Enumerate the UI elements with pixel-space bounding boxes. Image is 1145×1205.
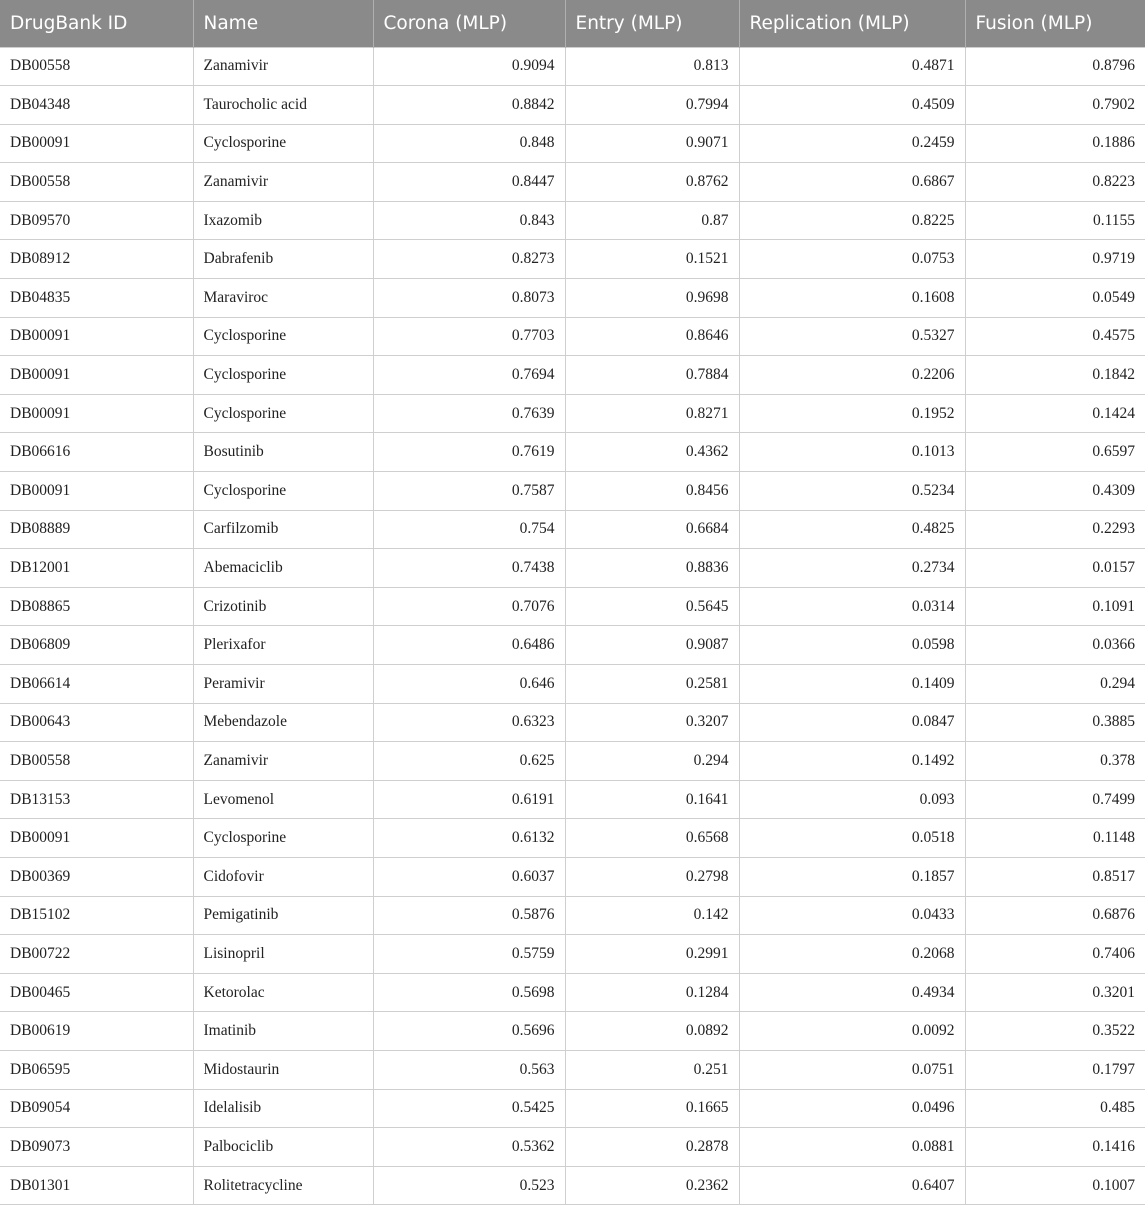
drugbank-id-cell: DB00091 <box>0 472 193 511</box>
replication-mlp-cell: 0.1952 <box>739 394 965 433</box>
corona-mlp-cell: 0.8842 <box>373 86 565 125</box>
replication-mlp-cell: 0.0751 <box>739 1050 965 1089</box>
fusion-mlp-cell: 0.0157 <box>965 549 1145 588</box>
drugbank-id-cell: DB00558 <box>0 742 193 781</box>
drugbank-id-cell: DB04835 <box>0 279 193 318</box>
replication-mlp-cell: 0.0598 <box>739 626 965 665</box>
table-row <box>0 780 1145 819</box>
drugbank-id-cell: DB00619 <box>0 1012 193 1051</box>
corona-mlp-cell: 0.848 <box>373 124 565 163</box>
replication-mlp-cell: 0.093 <box>739 780 965 819</box>
table-row <box>0 201 1145 240</box>
corona-mlp-cell: 0.754 <box>373 510 565 549</box>
corona-mlp-cell: 0.7438 <box>373 549 565 588</box>
drugbank-id-cell: DB00091 <box>0 124 193 163</box>
table-row <box>0 896 1145 935</box>
replication-mlp-cell: 0.2068 <box>739 935 965 974</box>
entry-mlp-cell: 0.2581 <box>565 665 739 704</box>
corona-mlp-cell: 0.5696 <box>373 1012 565 1051</box>
table-row <box>0 626 1145 665</box>
entry-mlp-cell: 0.8836 <box>565 549 739 588</box>
table-row <box>0 973 1145 1012</box>
replication-mlp-cell: 0.6867 <box>739 163 965 202</box>
replication-mlp-cell: 0.4509 <box>739 86 965 125</box>
drug-name-cell: Cyclosporine <box>193 317 373 356</box>
table-header-row <box>0 0 1145 47</box>
table-row <box>0 356 1145 395</box>
corona-mlp-cell: 0.6323 <box>373 703 565 742</box>
replication-mlp-cell: 0.0496 <box>739 1089 965 1128</box>
drug-name-cell: Peramivir <box>193 665 373 704</box>
corona-mlp-cell: 0.646 <box>373 665 565 704</box>
drugbank-id-cell: DB00091 <box>0 394 193 433</box>
fusion-mlp-cell: 0.7499 <box>965 780 1145 819</box>
drug-name-cell: Cyclosporine <box>193 124 373 163</box>
fusion-mlp-cell: 0.3885 <box>965 703 1145 742</box>
drugbank-id-cell: DB09073 <box>0 1128 193 1167</box>
drug-name-cell: Plerixafor <box>193 626 373 665</box>
drug-name-cell: Zanamivir <box>193 47 373 86</box>
table-row <box>0 394 1145 433</box>
drug-name-cell: Mebendazole <box>193 703 373 742</box>
replication-mlp-cell: 0.1492 <box>739 742 965 781</box>
entry-mlp-cell: 0.813 <box>565 47 739 86</box>
entry-mlp-cell: 0.8646 <box>565 317 739 356</box>
drugbank-id-cell: DB00558 <box>0 47 193 86</box>
replication-mlp-cell: 0.5327 <box>739 317 965 356</box>
corona-mlp-cell: 0.9094 <box>373 47 565 86</box>
corona-mlp-cell: 0.8273 <box>373 240 565 279</box>
replication-mlp-cell: 0.0314 <box>739 587 965 626</box>
column-header-entry-mlp: Entry (MLP) <box>565 0 739 47</box>
corona-mlp-cell: 0.563 <box>373 1050 565 1089</box>
corona-mlp-cell: 0.5876 <box>373 896 565 935</box>
fusion-mlp-cell: 0.485 <box>965 1089 1145 1128</box>
fusion-mlp-cell: 0.8517 <box>965 857 1145 896</box>
drugbank-id-cell: DB06616 <box>0 433 193 472</box>
fusion-mlp-cell: 0.3201 <box>965 973 1145 1012</box>
drug-name-cell: Palbociclib <box>193 1128 373 1167</box>
drug-name-cell: Rolitetracycline <box>193 1166 373 1205</box>
entry-mlp-cell: 0.8762 <box>565 163 739 202</box>
table-row <box>0 1128 1145 1167</box>
entry-mlp-cell: 0.2991 <box>565 935 739 974</box>
table-row <box>0 935 1145 974</box>
drugbank-id-cell: DB00091 <box>0 317 193 356</box>
entry-mlp-cell: 0.2878 <box>565 1128 739 1167</box>
drugbank-id-cell: DB08912 <box>0 240 193 279</box>
fusion-mlp-cell: 0.1842 <box>965 356 1145 395</box>
table-row <box>0 1012 1145 1051</box>
entry-mlp-cell: 0.1641 <box>565 780 739 819</box>
table-row <box>0 549 1145 588</box>
fusion-mlp-cell: 0.2293 <box>965 510 1145 549</box>
corona-mlp-cell: 0.6037 <box>373 857 565 896</box>
drug-name-cell: Lisinopril <box>193 935 373 974</box>
replication-mlp-cell: 0.0433 <box>739 896 965 935</box>
fusion-mlp-cell: 0.7406 <box>965 935 1145 974</box>
table-row <box>0 124 1145 163</box>
corona-mlp-cell: 0.7639 <box>373 394 565 433</box>
table-row <box>0 742 1145 781</box>
table-row <box>0 86 1145 125</box>
fusion-mlp-cell: 0.8796 <box>965 47 1145 86</box>
drugbank-id-cell: DB04348 <box>0 86 193 125</box>
replication-mlp-cell: 0.4825 <box>739 510 965 549</box>
entry-mlp-cell: 0.2798 <box>565 857 739 896</box>
replication-mlp-cell: 0.4871 <box>739 47 965 86</box>
drug-name-cell: Taurocholic acid <box>193 86 373 125</box>
table-row <box>0 1050 1145 1089</box>
replication-mlp-cell: 0.4934 <box>739 973 965 1012</box>
column-header-drugbank-id: DrugBank ID <box>10 12 128 34</box>
fusion-mlp-cell: 0.4575 <box>965 317 1145 356</box>
column-header-fusion-mlp: Fusion (MLP) <box>965 0 1145 47</box>
table-row <box>0 703 1145 742</box>
drugbank-id-cell: DB01301 <box>0 1166 193 1205</box>
fusion-mlp-cell: 0.6876 <box>965 896 1145 935</box>
column-header-replication-mlp: Replication (MLP) <box>739 0 965 47</box>
drugbank-id-cell: DB00091 <box>0 819 193 858</box>
table-row <box>0 472 1145 511</box>
corona-mlp-cell: 0.7703 <box>373 317 565 356</box>
drugbank-id-cell: DB06809 <box>0 626 193 665</box>
table-row <box>0 240 1145 279</box>
corona-mlp-cell: 0.7587 <box>373 472 565 511</box>
drug-name-cell: Cyclosporine <box>193 394 373 433</box>
replication-mlp-cell: 0.8225 <box>739 201 965 240</box>
drugbank-id-cell: DB00558 <box>0 163 193 202</box>
replication-mlp-cell: 0.1857 <box>739 857 965 896</box>
entry-mlp-cell: 0.87 <box>565 201 739 240</box>
drug-name-cell: Ixazomib <box>193 201 373 240</box>
corona-mlp-cell: 0.6191 <box>373 780 565 819</box>
fusion-mlp-cell: 0.8223 <box>965 163 1145 202</box>
replication-mlp-cell: 0.0092 <box>739 1012 965 1051</box>
table-row <box>0 1166 1145 1205</box>
entry-mlp-cell: 0.3207 <box>565 703 739 742</box>
corona-mlp-cell: 0.843 <box>373 201 565 240</box>
fusion-mlp-cell: 0.378 <box>965 742 1145 781</box>
drug-name-cell: Levomenol <box>193 780 373 819</box>
entry-mlp-cell: 0.1284 <box>565 973 739 1012</box>
drug-name-cell: Cidofovir <box>193 857 373 896</box>
drugbank-id-cell: DB12001 <box>0 549 193 588</box>
entry-mlp-cell: 0.7884 <box>565 356 739 395</box>
replication-mlp-cell: 0.0847 <box>739 703 965 742</box>
entry-mlp-cell: 0.142 <box>565 896 739 935</box>
fusion-mlp-cell: 0.1424 <box>965 394 1145 433</box>
corona-mlp-cell: 0.5362 <box>373 1128 565 1167</box>
drugbank-id-cell: DB00722 <box>0 935 193 974</box>
fusion-mlp-cell: 0.1007 <box>965 1166 1145 1205</box>
table-body <box>0 47 1145 1205</box>
table-row <box>0 665 1145 704</box>
drug-name-cell: Ketorolac <box>193 973 373 1012</box>
fusion-mlp-cell: 0.1148 <box>965 819 1145 858</box>
table-row <box>0 279 1145 318</box>
corona-mlp-cell: 0.5698 <box>373 973 565 1012</box>
corona-mlp-cell: 0.6132 <box>373 819 565 858</box>
corona-mlp-cell: 0.6486 <box>373 626 565 665</box>
table-row <box>0 819 1145 858</box>
drugbank-id-cell: DB09570 <box>0 201 193 240</box>
fusion-mlp-cell: 0.0366 <box>965 626 1145 665</box>
drug-name-cell: Cyclosporine <box>193 472 373 511</box>
replication-mlp-cell: 0.0518 <box>739 819 965 858</box>
entry-mlp-cell: 0.8271 <box>565 394 739 433</box>
entry-mlp-cell: 0.5645 <box>565 587 739 626</box>
corona-mlp-cell: 0.7076 <box>373 587 565 626</box>
drug-name-cell: Abemaciclib <box>193 549 373 588</box>
entry-mlp-cell: 0.6568 <box>565 819 739 858</box>
entry-mlp-cell: 0.9087 <box>565 626 739 665</box>
entry-mlp-cell: 0.4362 <box>565 433 739 472</box>
corona-mlp-cell: 0.523 <box>373 1166 565 1205</box>
replication-mlp-cell: 0.1608 <box>739 279 965 318</box>
drugbank-id-cell: DB00465 <box>0 973 193 1012</box>
column-header-name: Name <box>193 0 373 47</box>
drug-name-cell: Bosutinib <box>193 433 373 472</box>
fusion-mlp-cell: 0.7902 <box>965 86 1145 125</box>
replication-mlp-cell: 0.1409 <box>739 665 965 704</box>
drugbank-id-cell: DB15102 <box>0 896 193 935</box>
fusion-mlp-cell: 0.9719 <box>965 240 1145 279</box>
corona-mlp-cell: 0.8073 <box>373 279 565 318</box>
corona-mlp-cell: 0.7694 <box>373 356 565 395</box>
fusion-mlp-cell: 0.0549 <box>965 279 1145 318</box>
entry-mlp-cell: 0.0892 <box>565 1012 739 1051</box>
drug-name-cell: Cyclosporine <box>193 819 373 858</box>
replication-mlp-cell: 0.2459 <box>739 124 965 163</box>
table-row <box>0 163 1145 202</box>
fusion-mlp-cell: 0.1797 <box>965 1050 1145 1089</box>
entry-mlp-cell: 0.2362 <box>565 1166 739 1205</box>
entry-mlp-cell: 0.251 <box>565 1050 739 1089</box>
table-row <box>0 587 1145 626</box>
fusion-mlp-cell: 0.3522 <box>965 1012 1145 1051</box>
replication-mlp-cell: 0.0881 <box>739 1128 965 1167</box>
entry-mlp-cell: 0.294 <box>565 742 739 781</box>
replication-mlp-cell: 0.6407 <box>739 1166 965 1205</box>
drug-name-cell: Zanamivir <box>193 163 373 202</box>
drug-name-cell: Cyclosporine <box>193 356 373 395</box>
drug-name-cell: Maraviroc <box>193 279 373 318</box>
replication-mlp-cell: 0.2734 <box>739 549 965 588</box>
corona-mlp-cell: 0.8447 <box>373 163 565 202</box>
entry-mlp-cell: 0.9698 <box>565 279 739 318</box>
drugbank-id-cell: DB00091 <box>0 356 193 395</box>
fusion-mlp-cell: 0.1155 <box>965 201 1145 240</box>
drug-name-cell: Imatinib <box>193 1012 373 1051</box>
drugbank-id-cell: DB00643 <box>0 703 193 742</box>
entry-mlp-cell: 0.6684 <box>565 510 739 549</box>
drugbank-id-cell: DB06595 <box>0 1050 193 1089</box>
fusion-mlp-cell: 0.6597 <box>965 433 1145 472</box>
fusion-mlp-cell: 0.1091 <box>965 587 1145 626</box>
corona-mlp-cell: 0.7619 <box>373 433 565 472</box>
drugbank-id-cell: DB08889 <box>0 510 193 549</box>
table-row <box>0 47 1145 86</box>
fusion-mlp-cell: 0.294 <box>965 665 1145 704</box>
drugbank-id-cell: DB09054 <box>0 1089 193 1128</box>
entry-mlp-cell: 0.9071 <box>565 124 739 163</box>
entry-mlp-cell: 0.1665 <box>565 1089 739 1128</box>
entry-mlp-cell: 0.1521 <box>565 240 739 279</box>
drugbank-id-cell: DB08865 <box>0 587 193 626</box>
drug-name-cell: Zanamivir <box>193 742 373 781</box>
drugbank-id-cell: DB06614 <box>0 665 193 704</box>
table-row <box>0 317 1145 356</box>
fusion-mlp-cell: 0.1416 <box>965 1128 1145 1167</box>
drug-name-cell: Dabrafenib <box>193 240 373 279</box>
drug-name-cell: Midostaurin <box>193 1050 373 1089</box>
table-row <box>0 433 1145 472</box>
corona-mlp-cell: 0.625 <box>373 742 565 781</box>
replication-mlp-cell: 0.5234 <box>739 472 965 511</box>
entry-mlp-cell: 0.7994 <box>565 86 739 125</box>
drug-name-cell: Idelalisib <box>193 1089 373 1128</box>
drug-name-cell: Crizotinib <box>193 587 373 626</box>
corona-mlp-cell: 0.5425 <box>373 1089 565 1128</box>
drug-name-cell: Carfilzomib <box>193 510 373 549</box>
drug-name-cell: Pemigatinib <box>193 896 373 935</box>
replication-mlp-cell: 0.2206 <box>739 356 965 395</box>
fusion-mlp-cell: 0.1886 <box>965 124 1145 163</box>
drugbank-id-cell: DB00369 <box>0 857 193 896</box>
table-row <box>0 857 1145 896</box>
fusion-mlp-cell: 0.4309 <box>965 472 1145 511</box>
table-row <box>0 1089 1145 1128</box>
drugbank-id-cell: DB13153 <box>0 780 193 819</box>
column-header-corona-mlp: Corona (MLP) <box>373 0 565 47</box>
replication-mlp-cell: 0.0753 <box>739 240 965 279</box>
entry-mlp-cell: 0.8456 <box>565 472 739 511</box>
replication-mlp-cell: 0.1013 <box>739 433 965 472</box>
table-row <box>0 510 1145 549</box>
corona-mlp-cell: 0.5759 <box>373 935 565 974</box>
